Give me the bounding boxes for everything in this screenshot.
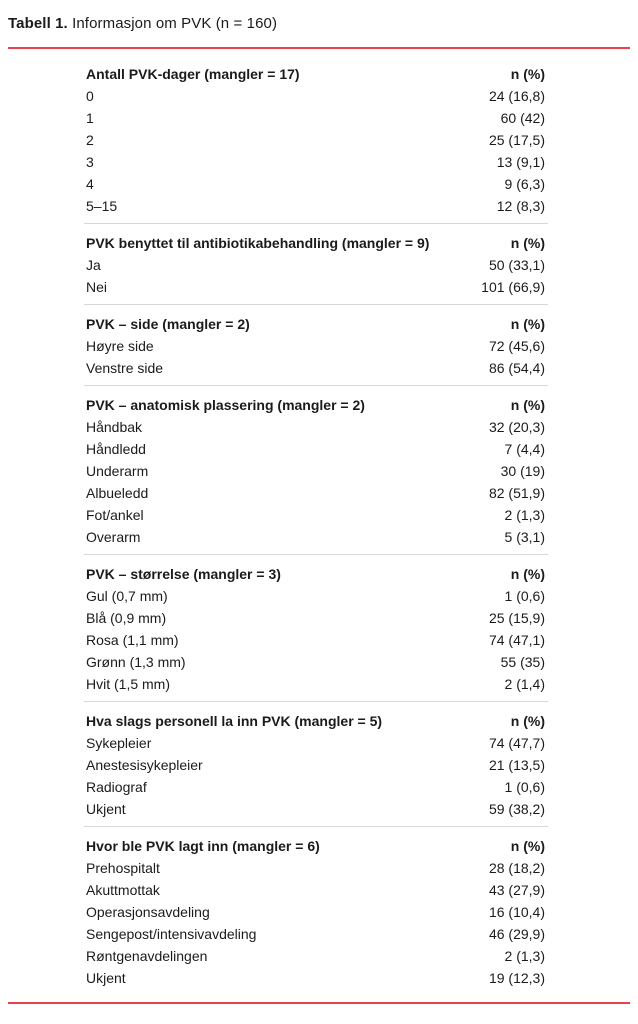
table-row: [84, 438, 548, 460]
row-value: 82 (51,9): [488, 485, 545, 501]
table-row: [84, 901, 548, 923]
table-title-text: Informasjon om PVK (n = 160): [72, 15, 278, 32]
table-row: [84, 776, 548, 798]
row-label: Overarm: [86, 529, 141, 545]
row-label: Hvit (1,5 mm): [86, 676, 170, 692]
row-label: Håndbak: [86, 419, 143, 435]
table-row: [84, 607, 548, 629]
row-value: 30 (19): [500, 463, 545, 479]
section-header-row: [84, 232, 548, 254]
section-header-label: PVK benyttet til antibiotikabehandling (mangler = 9): [86, 235, 430, 251]
table-row: [84, 460, 548, 482]
value-column-header: n (%): [510, 66, 545, 82]
table-row: [84, 173, 548, 195]
value-column-header: n (%): [510, 235, 545, 251]
row-label: Operasjonsavdeling: [86, 904, 210, 920]
table-row: [84, 416, 548, 438]
row-value: 19 (12,3): [488, 970, 545, 986]
row-value: 1 (0,6): [504, 588, 545, 604]
value-column-header: n (%): [510, 838, 545, 854]
row-value: 32 (20,3): [488, 419, 545, 435]
table-row: [84, 85, 548, 107]
row-label: Underarm: [86, 463, 149, 479]
table-row: [84, 129, 548, 151]
table-row: [84, 585, 548, 607]
table-section: [84, 702, 548, 827]
table-row: [84, 482, 548, 504]
value-column-header: n (%): [510, 397, 545, 413]
row-label: Blå (0,9 mm): [86, 610, 167, 626]
row-value: 55 (35): [500, 654, 545, 670]
table-title-label: Tabell 1.: [8, 15, 68, 32]
table-row: [84, 945, 548, 967]
row-value: 25 (15,9): [488, 610, 545, 626]
table-row: [84, 276, 548, 298]
table-row: [84, 879, 548, 901]
row-label: 5–15: [86, 198, 118, 214]
row-value: 59 (38,2): [488, 801, 545, 817]
section-header-label: Hvor ble PVK lagt inn (mangler = 6): [86, 838, 320, 854]
row-label: 2: [86, 132, 94, 148]
row-value: 2 (1,3): [504, 948, 545, 964]
row-value: 13 (9,1): [496, 154, 545, 170]
row-value: 2 (1,4): [504, 676, 545, 692]
row-label: 4: [86, 176, 94, 192]
row-label: Rosa (1,1 mm): [86, 632, 179, 648]
row-label: Ukjent: [86, 801, 126, 817]
table-row: [84, 107, 548, 129]
row-label: Røntgenavdelingen: [86, 948, 208, 964]
section-header-row: [84, 313, 548, 335]
row-label: 0: [86, 88, 94, 104]
table-row: [84, 923, 548, 945]
table-row: [84, 651, 548, 673]
table-section: [84, 827, 548, 989]
row-value: 9 (6,3): [504, 176, 545, 192]
table-section: [84, 224, 548, 305]
table-row: [84, 798, 548, 820]
row-label: Radiograf: [86, 779, 147, 795]
section-header-label: PVK – anatomisk plassering (mangler = 2): [86, 397, 365, 413]
table-section: [84, 63, 548, 224]
row-label: Ja: [86, 257, 101, 273]
value-column-header: n (%): [510, 713, 545, 729]
section-header-row: [84, 394, 548, 416]
section-header-row: [84, 63, 548, 85]
bottom-accent-rule: [8, 1002, 630, 1004]
row-value: 1 (0,6): [504, 779, 545, 795]
table-row: [84, 357, 548, 379]
section-header-label: PVK – størrelse (mangler = 3): [86, 566, 281, 582]
row-label: Anestesisykepleier: [86, 757, 203, 773]
row-label: Akuttmottak: [86, 882, 160, 898]
row-value: 25 (17,5): [488, 132, 545, 148]
table-row: [84, 504, 548, 526]
row-label: Fot/ankel: [86, 507, 144, 523]
row-value: 101 (66,9): [481, 279, 545, 295]
value-column-header: n (%): [510, 316, 545, 332]
row-label: Grønn (1,3 mm): [86, 654, 186, 670]
row-label: Ukjent: [86, 970, 126, 986]
table-title: [0, 0, 638, 33]
row-label: Sykepleier: [86, 735, 152, 751]
table-body: [84, 49, 548, 989]
row-label: Venstre side: [86, 360, 164, 376]
table-row: [84, 754, 548, 776]
table-row: [84, 732, 548, 754]
table-section: [84, 555, 548, 702]
row-label: Sengepost/intensivavdeling: [86, 926, 257, 942]
section-header-row: [84, 835, 548, 857]
row-label: 3: [86, 154, 94, 170]
row-label: Albueledd: [86, 485, 149, 501]
table-row: [84, 151, 548, 173]
row-value: 74 (47,7): [488, 735, 545, 751]
row-value: 16 (10,4): [488, 904, 545, 920]
value-column-header: n (%): [510, 566, 545, 582]
table-section: [84, 386, 548, 555]
table-row: [84, 967, 548, 989]
row-value: 2 (1,3): [504, 507, 545, 523]
table-row: [84, 254, 548, 276]
row-value: 5 (3,1): [504, 529, 545, 545]
table-row: [84, 335, 548, 357]
row-label: Høyre side: [86, 338, 154, 354]
row-label: Prehospitalt: [86, 860, 160, 876]
row-value: 50 (33,1): [488, 257, 545, 273]
row-value: 86 (54,4): [488, 360, 545, 376]
table-row: [84, 673, 548, 695]
table-row: [84, 629, 548, 651]
row-value: 28 (18,2): [488, 860, 545, 876]
section-header-label: Antall PVK-dager (mangler = 17): [86, 66, 300, 82]
row-label: Håndledd: [86, 441, 146, 457]
table-row: [84, 195, 548, 217]
row-label: Gul (0,7 mm): [86, 588, 168, 604]
table-section: [84, 305, 548, 386]
row-value: 7 (4,4): [504, 441, 545, 457]
section-header-label: Hva slags personell la inn PVK (mangler = 5): [86, 713, 383, 729]
row-value: 43 (27,9): [488, 882, 545, 898]
row-value: 24 (16,8): [488, 88, 545, 104]
section-header-label: PVK – side (mangler = 2): [86, 316, 250, 332]
section-header-row: [84, 563, 548, 585]
row-value: 12 (8,3): [496, 198, 545, 214]
row-label: 1: [86, 110, 94, 126]
table-row: [84, 857, 548, 879]
row-value: 21 (13,5): [488, 757, 545, 773]
row-label: Nei: [86, 279, 108, 295]
row-value: 74 (47,1): [488, 632, 545, 648]
table-row: [84, 526, 548, 548]
section-header-row: [84, 710, 548, 732]
row-value: 46 (29,9): [488, 926, 545, 942]
row-value: 72 (45,6): [488, 338, 545, 354]
row-value: 60 (42): [500, 110, 545, 126]
